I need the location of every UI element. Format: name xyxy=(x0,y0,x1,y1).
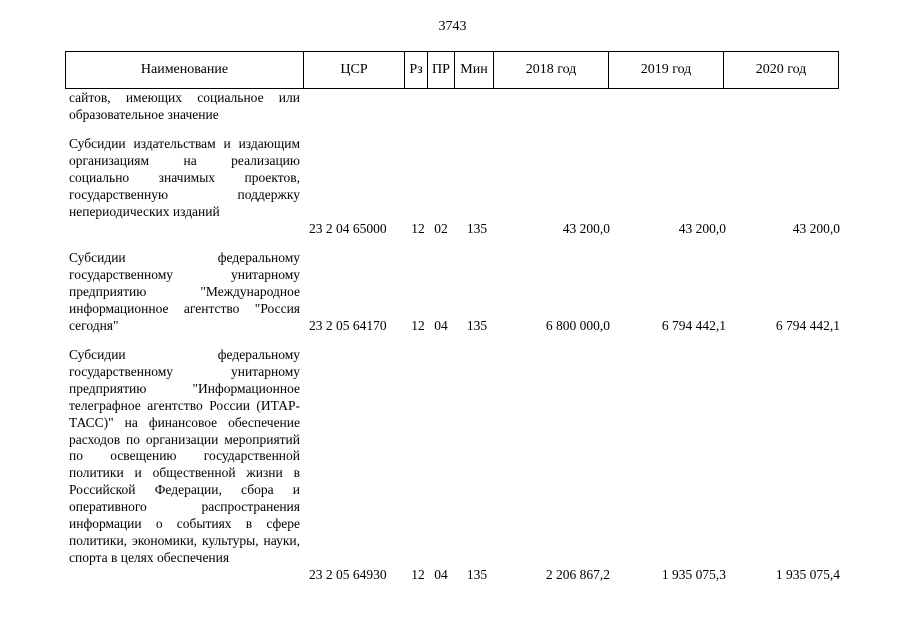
column-header-csr: ЦСР xyxy=(304,52,405,89)
row-value-2019: 1 935 075,3 xyxy=(661,567,726,582)
column-header-name: Наименование xyxy=(66,52,304,89)
row-value-2020: 1 935 075,4 xyxy=(775,567,840,582)
row-rz: 12 xyxy=(411,567,425,582)
column-header-2019: 2019 год xyxy=(609,52,724,89)
row-value-2019: 6 794 442,1 xyxy=(661,318,726,333)
row-name-continuation: сайтов, имеющих социальное или образовательное значение xyxy=(69,90,300,122)
row-value-2018: 6 800 000,0 xyxy=(545,318,610,333)
row-min: 135 xyxy=(466,221,488,236)
row-pr: 04 xyxy=(434,318,448,333)
row-pr: 04 xyxy=(434,567,448,582)
row-value-2020: 6 794 442,1 xyxy=(775,318,840,333)
row-name-itar-tass-subsidy: Субсидии федеральному государственному унитарному предприятию "Информационное телеграфное агентство России (ИТАР-ТАСС)" на финансовое обеспечение расходов по организации мероприятий по освещению государственной политики и общественной жизни в Российской Федерации, сбора и оперативного распространения информации о событиях в сфере политики, экономики, культуры, науки, спорта в целях обеспечения xyxy=(69,347,300,565)
row-min: 135 xyxy=(466,318,488,333)
page-number: 3743 xyxy=(438,19,467,34)
row-csr: 23 2 04 65000 xyxy=(309,221,387,236)
column-header-2018: 2018 год xyxy=(494,52,609,89)
column-header-rz: Рз xyxy=(405,52,428,89)
row-csr: 23 2 05 64170 xyxy=(309,318,387,333)
column-header-2020: 2020 год xyxy=(724,52,839,89)
row-csr: 23 2 05 64930 xyxy=(309,567,387,582)
row-rz: 12 xyxy=(411,318,425,333)
row-pr: 02 xyxy=(434,221,448,236)
row-rz: 12 xyxy=(411,221,425,236)
column-header-pr: ПР xyxy=(428,52,455,89)
row-value-2020: 43 200,0 xyxy=(792,221,840,236)
row-min: 135 xyxy=(466,567,488,582)
row-name-publishing-subsidies: Субсидии издательствам и издающим организациям на реализацию социально значимых проектов, государственную поддержку непериодических изданий xyxy=(69,136,300,219)
row-name-russia-today-subsidy: Субсидии федеральному государственному унитарному предприятию "Международное информационное агентство "Россия сегодня" xyxy=(69,250,300,333)
row-value-2018: 43 200,0 xyxy=(562,221,610,236)
column-header-min: Мин xyxy=(455,52,494,89)
row-value-2019: 43 200,0 xyxy=(678,221,726,236)
row-value-2018: 2 206 867,2 xyxy=(545,567,610,582)
